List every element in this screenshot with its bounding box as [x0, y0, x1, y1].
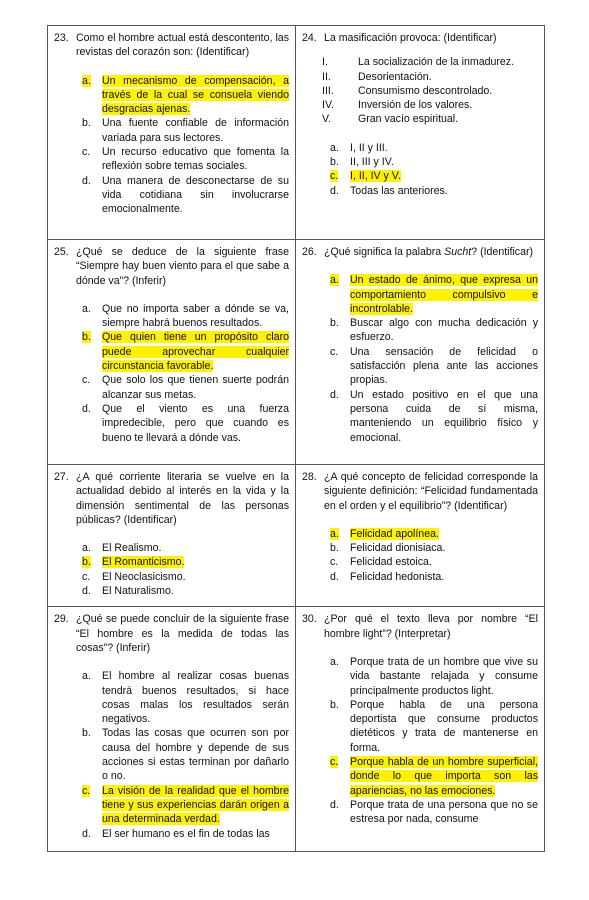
option-item [82, 145, 289, 174]
highlighted-answer: Porque habla de un hombre superficial, donde lo que importa son las apariencias, no las emociones. [350, 756, 538, 797]
option-label-text: b. [82, 556, 91, 569]
question-stem [54, 612, 289, 655]
option-text [350, 155, 538, 169]
option-text [102, 145, 289, 174]
question-text: ¿A qué concepto de felicidad corresponde la siguiente definición: “Felicidad fundamentada en el orden y el equilibrio”? (Identificar) [324, 471, 538, 512]
question-cell [296, 26, 545, 240]
question-text: ¿Qué se deduce de la siguiente frase “Siempre hay buen viento para el que sabe a dónde va”? (Inferir) [76, 246, 289, 287]
question-stem [54, 31, 289, 60]
option-label [82, 555, 102, 569]
option-list [54, 541, 289, 598]
table-row [48, 607, 545, 852]
option-label-text: a. [330, 527, 339, 540]
option-item [330, 184, 538, 198]
option-label-text: a. [330, 655, 339, 668]
option-item [82, 174, 289, 217]
option-item [82, 116, 289, 145]
option-text-content: Felicidad estoica. [350, 556, 432, 569]
statement-item [322, 70, 538, 84]
statement-item [322, 55, 538, 69]
option-text-content: Porque trata de una persona que no se estresa por nada, consume [350, 798, 538, 826]
option-label [330, 345, 350, 388]
option-label-text: c. [82, 146, 91, 159]
question-text: Como el hombre actual está descontento, las revistas del corazón son: (Identificar) [76, 32, 289, 59]
option-text-content: Un recurso educativo que fomenta la reflexión sobre temas sociales. [102, 146, 289, 173]
highlighted-answer: Felicidad apolínea. [350, 527, 439, 540]
option-item [330, 388, 538, 445]
option-text [350, 798, 538, 827]
statement-item [322, 98, 538, 112]
option-label [330, 316, 350, 345]
option-text [350, 570, 538, 584]
option-label [330, 184, 350, 198]
question-number: 25. [54, 246, 69, 258]
option-label [82, 174, 102, 217]
option-label [82, 145, 102, 174]
option-text [350, 388, 538, 445]
option-text-content: El hombre al realizar cosas buenas tendrá buenos resultados, si hace cosas malas los resultados serán negativos. [102, 670, 289, 726]
option-label-text: b. [330, 542, 339, 555]
option-label [82, 726, 102, 783]
statement-label: III. [322, 84, 334, 97]
highlighted-answer: El Romanticismo. [102, 556, 185, 569]
questions-table [47, 25, 545, 852]
option-text [350, 541, 538, 555]
statement-text: Consumismo descontrolado. [358, 84, 493, 97]
option-text [350, 316, 538, 345]
option-text-content: Un estado positivo en el que una persona cuida de sí misma, manteniendo un equilibrio físico y emocional. [350, 388, 538, 444]
question-text-part: ¿Qué significa la palabra [324, 246, 445, 258]
option-text-content: El Naturalismo. [102, 585, 174, 598]
option-text [102, 373, 289, 402]
option-text [102, 402, 289, 445]
option-item [82, 570, 289, 584]
option-label-text: c. [330, 345, 339, 358]
option-text-content: Una sensación de felicidad o satisfacción plena ante las acciones propias. [350, 345, 538, 387]
option-item [82, 373, 289, 402]
option-list [302, 141, 538, 198]
option-text [102, 116, 289, 145]
option-text-content: Todas las cosas que ocurren son por causa del hombre y depende de sus acciones si estas terminan por dañarlo o no. [102, 727, 289, 783]
option-list [302, 655, 538, 827]
option-text [102, 174, 289, 217]
option-text [102, 584, 289, 598]
question-stem [302, 470, 538, 513]
option-text [102, 827, 289, 841]
option-label-text: b. [330, 156, 339, 169]
option-label [330, 655, 350, 698]
option-text [102, 784, 289, 827]
option-label [330, 698, 350, 755]
option-label [82, 116, 102, 145]
option-text [102, 555, 289, 569]
option-label-text: b. [330, 317, 339, 330]
option-label [330, 541, 350, 555]
highlighted-answer: Un mecanismo de compensación, a través de la cual se consuela viendo desgracias ajenas. [102, 74, 289, 116]
question-text-italic: Sucht [444, 246, 472, 258]
option-label-text: d. [330, 184, 339, 197]
option-item [82, 726, 289, 783]
option-text-content: Que no importa saber a dónde se va, siempre habrá buenos resultados. [102, 302, 289, 330]
table-row [48, 26, 545, 240]
statement-list [302, 55, 538, 126]
option-item [82, 555, 289, 569]
option-label [82, 402, 102, 445]
option-label-text: a. [330, 141, 339, 154]
option-text-content: Felicidad dionisiaca. [350, 542, 446, 555]
option-label-text: d. [330, 570, 339, 583]
option-text-content: El ser humano es el fin de todas las [102, 827, 270, 840]
option-text-content: Una manera de desconectarse de su vida cotidiana sin involucrarse emocionalmente. [102, 174, 289, 216]
option-text [350, 273, 538, 316]
question-cell [296, 607, 545, 852]
statement-label: IV. [322, 99, 334, 112]
option-text [102, 669, 289, 726]
option-item [330, 345, 538, 388]
option-label-text: b. [330, 698, 339, 711]
option-item [330, 155, 538, 169]
option-label [82, 541, 102, 555]
statement-label: I. [322, 56, 328, 69]
option-label-text: d. [330, 388, 339, 401]
option-label [330, 273, 350, 316]
question-text: La masificación provoca: (Identificar) [324, 32, 497, 44]
option-label-text: c. [330, 556, 339, 569]
option-item [82, 669, 289, 726]
option-text-content: Buscar algo con mucha dedicación y esfuerzo. [350, 317, 538, 344]
option-text-content: II, III y IV. [350, 156, 394, 169]
option-item [330, 527, 538, 541]
question-number: 30. [302, 613, 317, 626]
option-text-content: El Realismo. [102, 542, 162, 555]
option-text-content: Porque habla de una persona deportista que consume productos dietéticos y trata de mantenerse en forma. [350, 698, 538, 754]
statement-item [322, 84, 538, 98]
option-text [350, 755, 538, 798]
question-number: 24. [302, 32, 317, 44]
question-cell [296, 465, 545, 607]
option-item [330, 316, 538, 345]
option-text [350, 655, 538, 698]
option-label-text: c. [330, 170, 339, 183]
table-row [48, 240, 545, 465]
option-item [330, 798, 538, 827]
highlighted-answer: I, II, IV y V. [350, 170, 401, 183]
option-item [330, 169, 538, 183]
option-label [82, 584, 102, 598]
question-cell [48, 26, 296, 240]
option-item [82, 330, 289, 373]
highlighted-answer: Un estado de ánimo, que expresa un comportamiento compulsivo e incontrolable. [350, 274, 538, 315]
option-text [350, 184, 538, 198]
option-item [82, 302, 289, 331]
option-label-text: b. [82, 331, 91, 344]
option-text [102, 302, 289, 331]
option-label [330, 169, 350, 183]
option-text [350, 698, 538, 755]
question-stem [54, 470, 289, 527]
option-text-content: Que solo los que tienen suerte podrán alcanzar sus metas. [102, 374, 289, 401]
option-text-content: Que el viento es una fuerza impredecible, pero que cuando es bueno te llevará a dónde vas. [102, 402, 289, 444]
option-text [102, 541, 289, 555]
option-label-text: b. [82, 727, 91, 740]
question-cell [48, 240, 296, 465]
option-label [82, 74, 102, 117]
question-stem [302, 245, 538, 259]
question-cell [296, 240, 545, 465]
option-label-text: c. [82, 570, 91, 583]
highlighted-answer: La visión de la realidad que el hombre tiene y sus experiencias darán origen a una determinada verdad. [102, 784, 289, 826]
option-text [102, 330, 289, 373]
statement-text: Desorientación. [358, 70, 432, 83]
option-label [330, 141, 350, 155]
option-label-text: d. [82, 402, 91, 415]
option-list [54, 302, 289, 445]
option-label-text: d. [82, 585, 91, 598]
option-label-text: c. [82, 784, 91, 797]
option-text [102, 726, 289, 783]
question-number: 26. [302, 246, 317, 258]
question-text-part: ? (Identificar) [471, 246, 534, 258]
option-text [350, 169, 538, 183]
option-label-text: a. [82, 74, 91, 87]
option-label-text: a. [330, 274, 339, 287]
option-label [330, 555, 350, 569]
option-item [330, 755, 538, 798]
option-label-text: c. [330, 756, 339, 769]
option-label [82, 330, 102, 373]
option-label [330, 570, 350, 584]
option-label [82, 302, 102, 331]
question-number: 27. [54, 471, 69, 483]
table-row [48, 465, 545, 607]
option-item [330, 570, 538, 584]
option-text [102, 570, 289, 584]
question-text: ¿Qué se puede concluir de la siguiente frase “El hombre es la medida de todas las cosas”? (Inferir) [76, 613, 289, 654]
option-item [82, 74, 289, 117]
option-label-text: c. [82, 374, 91, 387]
question-text: ¿A qué corriente literaria se vuelve en la actualidad debido al interés en la vida y la dimensión sentimental de las personas públicas? (Identificar) [76, 471, 289, 526]
option-label-text: a. [82, 302, 91, 315]
statement-label: II. [322, 70, 331, 83]
option-label-text: d. [330, 798, 339, 811]
option-label [82, 827, 102, 841]
option-label [82, 669, 102, 726]
question-stem [302, 612, 538, 641]
option-label-text: a. [82, 542, 91, 555]
option-text [350, 555, 538, 569]
option-text-content: El Neoclasicismo. [102, 570, 186, 583]
statement-text: La socialización de la inmadurez. [358, 56, 515, 69]
option-list [54, 74, 289, 217]
question-text [324, 245, 538, 259]
option-label [82, 373, 102, 402]
statement-item [322, 112, 538, 126]
option-label [82, 784, 102, 827]
statement-text: Inversión de los valores. [358, 99, 473, 112]
option-item [82, 402, 289, 445]
option-item [330, 541, 538, 555]
option-label [330, 388, 350, 445]
highlighted-answer: Que quien tiene un propósito claro puede aprovechar cualquier circunstancia favorable. [102, 331, 289, 373]
option-item [82, 827, 289, 841]
option-text-content: Una fuente confiable de información variada para sus lectores. [102, 117, 289, 144]
option-item [330, 273, 538, 316]
option-label-text: b. [82, 117, 91, 130]
option-list [54, 669, 289, 841]
question-stem [54, 245, 289, 288]
option-text-content: Porque trata de un hombre que vive su vida bastante relajada y consume principalmente productos light. [350, 655, 538, 697]
question-cell [48, 465, 296, 607]
option-label [330, 798, 350, 827]
question-text: ¿Por qué el texto lleva por nombre “El hombre light”? (Interpretar) [324, 613, 538, 640]
option-item [330, 698, 538, 755]
option-label [82, 570, 102, 584]
option-item [330, 141, 538, 155]
statement-text: Gran vacío espiritual. [358, 113, 459, 126]
question-number: 28. [302, 471, 317, 483]
option-text-content: Todas las anteriores. [350, 184, 448, 197]
option-text [350, 141, 538, 155]
option-label-text: a. [82, 670, 91, 683]
option-text-content: Felicidad hedonista. [350, 570, 445, 583]
question-number: 23. [54, 32, 69, 44]
option-text [350, 527, 538, 541]
question-cell [48, 607, 296, 852]
option-list [302, 527, 538, 584]
option-item [82, 584, 289, 598]
question-number: 29. [54, 613, 69, 626]
question-sheet [47, 25, 544, 852]
option-label [330, 527, 350, 541]
option-text-content: I, II y III. [350, 141, 388, 154]
option-label [330, 155, 350, 169]
option-list [302, 273, 538, 445]
option-label-text: d. [82, 827, 91, 840]
option-item [82, 541, 289, 555]
option-label [330, 755, 350, 798]
option-text [102, 74, 289, 117]
option-item [330, 655, 538, 698]
option-text [350, 345, 538, 388]
option-item [82, 784, 289, 827]
statement-label: V. [322, 113, 332, 126]
option-item [330, 555, 538, 569]
question-stem [302, 31, 538, 45]
option-label-text: d. [82, 174, 91, 187]
